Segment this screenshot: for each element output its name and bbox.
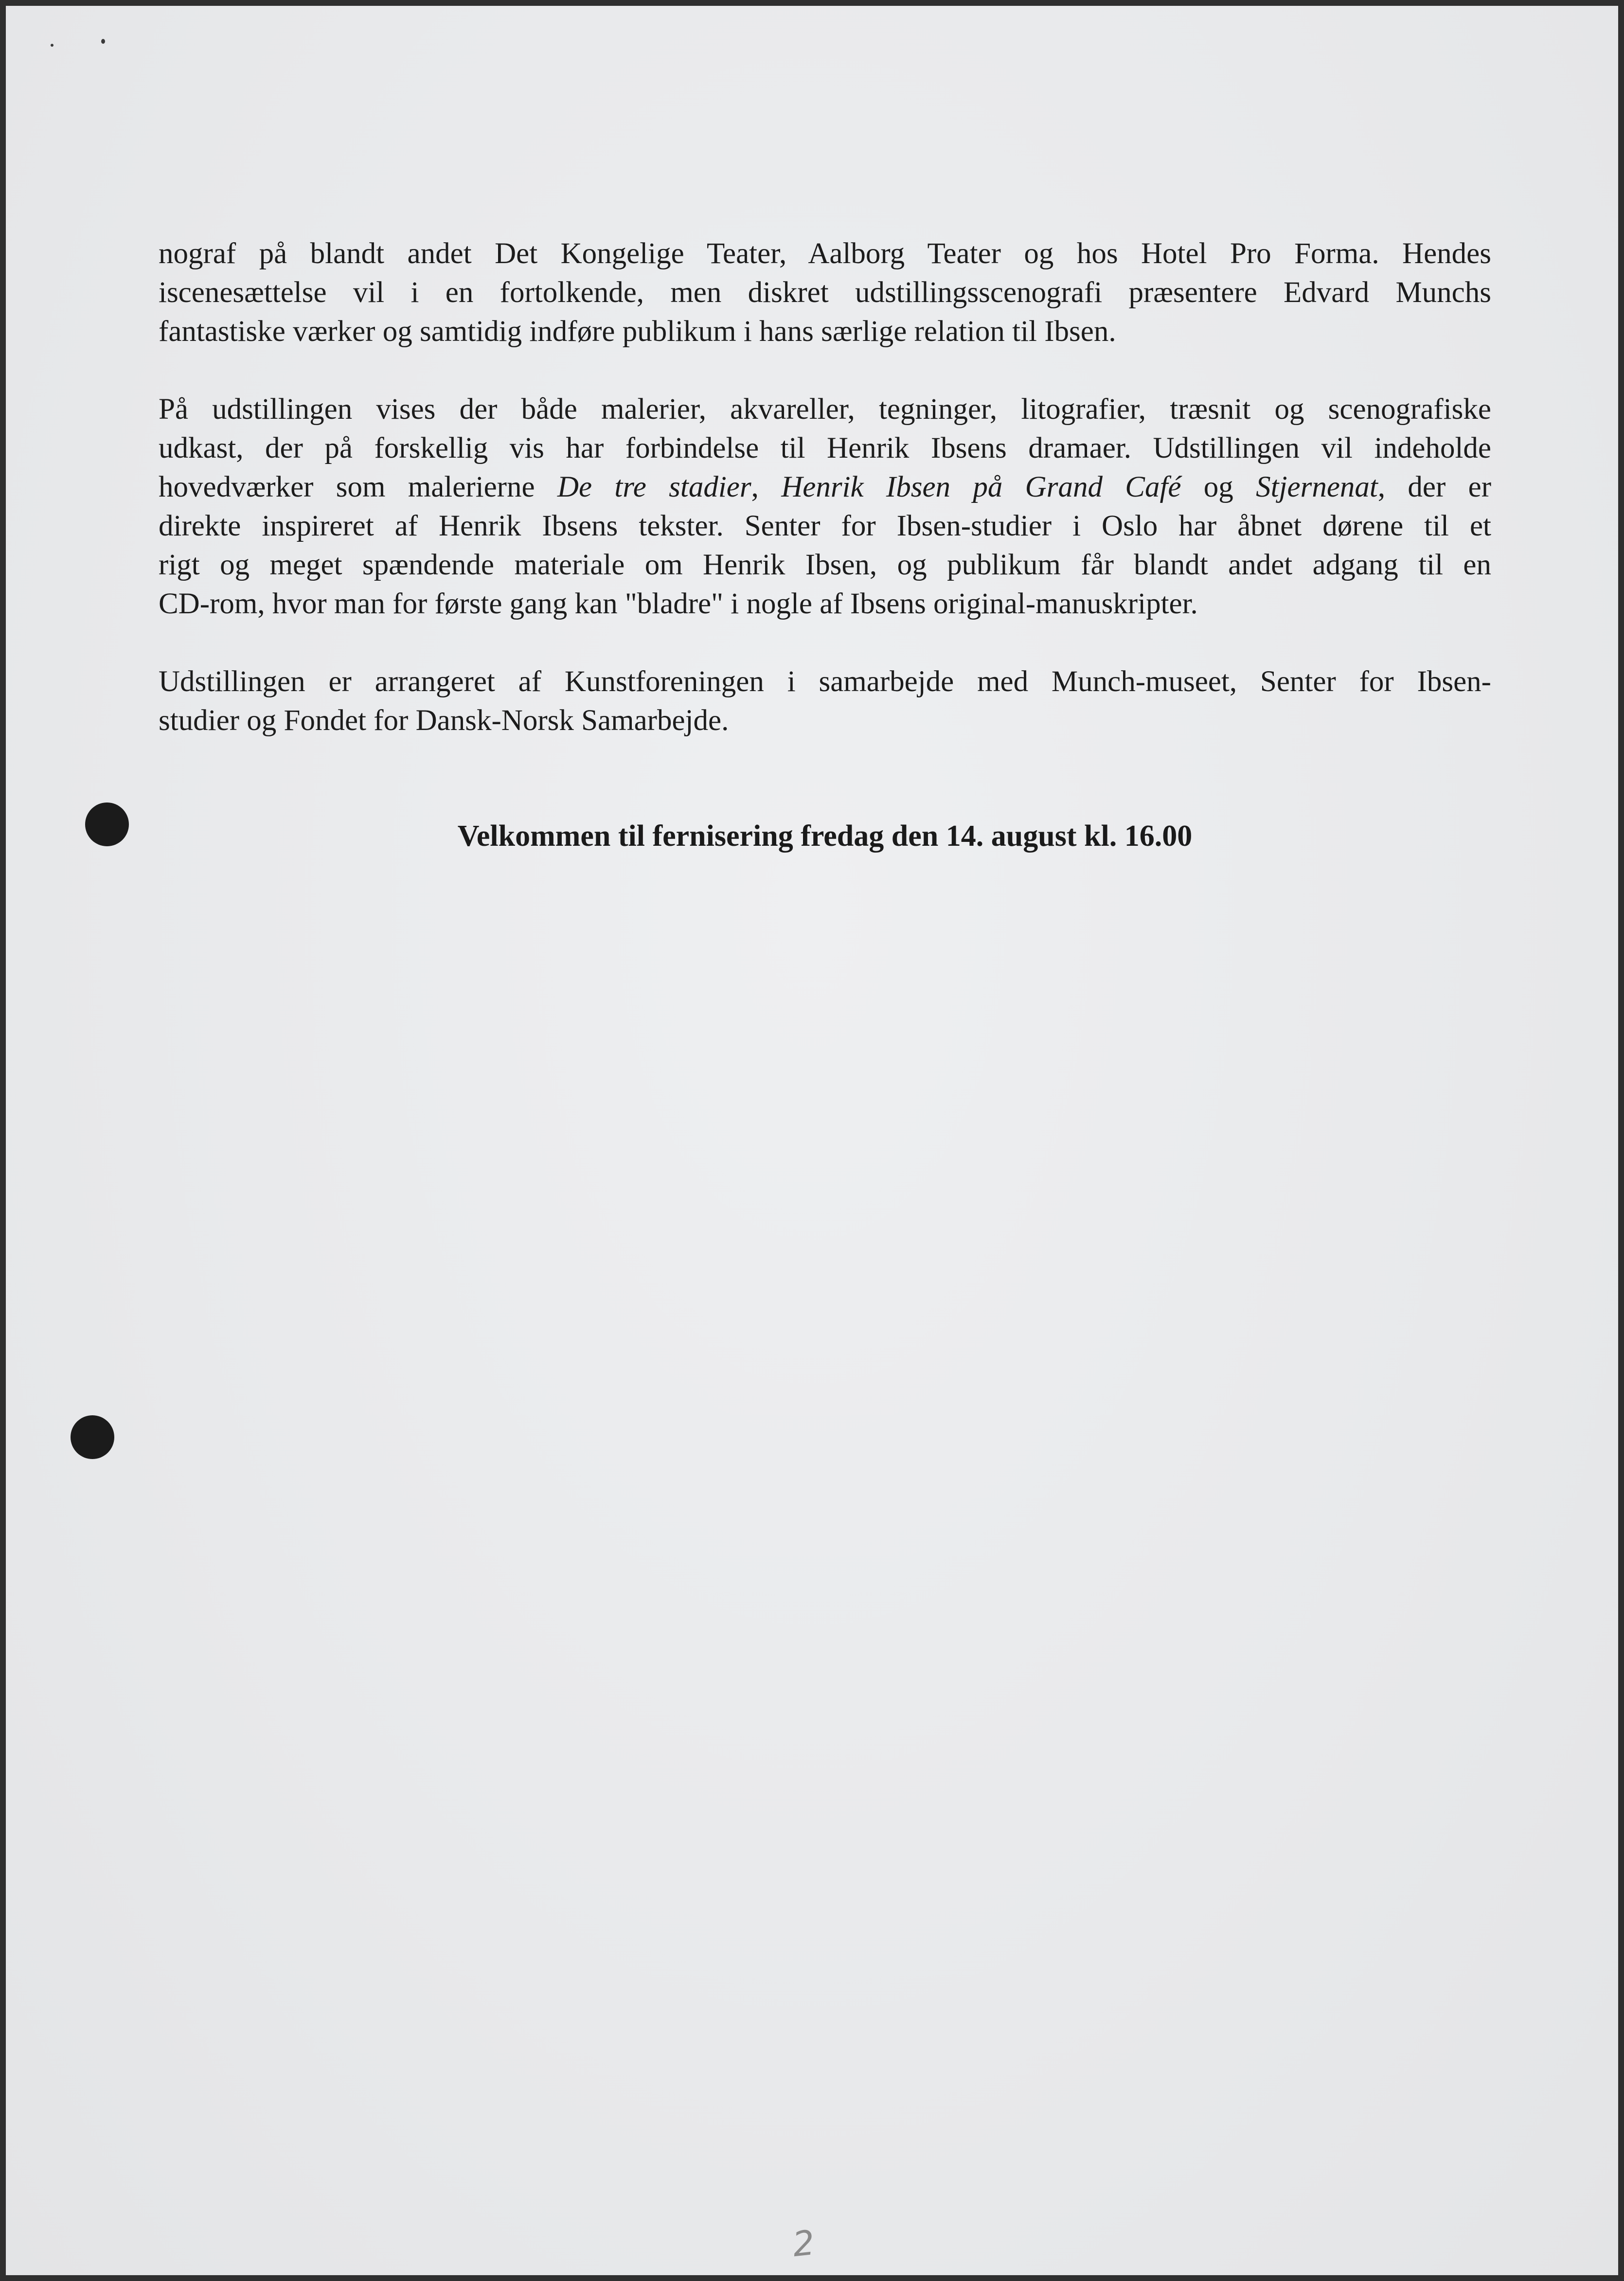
text-fragment: , der er [1377,471,1492,503]
punch-hole [85,802,129,846]
text-line: rigt og meget spændende materiale om Henrik Ibsen, og publikum får blandt andet adgang til en [159,549,1491,581]
paragraph-1 [159,234,1491,351]
text-fragment: , [751,471,782,503]
text-line-with-titles [159,468,1491,507]
invitation-heading: Velkommen til fernisering fredag den 14. august kl. 16.00 [457,820,1193,853]
handwritten-page-number: 2 [790,2222,817,2265]
paper-speck [51,44,54,47]
text-line: iscenesættelse vil i en fortolkende, men diskret udstillingsscenografi præsentere Edvard Munchs [159,276,1491,309]
body-text [159,234,1491,779]
text-line: studier og Fondet for Dansk-Norsk Samarbejde. [159,704,729,737]
text-line: Udstillingen er arrangeret af Kunstforeningen i samarbejde med Munch-museet, Senter for Ibsen- [159,665,1491,698]
text-line: På udstillingen vises der både malerier, akvareller, tegninger, litografier, træsnit og scenografiske [159,393,1491,426]
text-fragment: hovedværker som malerierne [159,471,557,503]
paragraph-2 [159,390,1491,624]
text-line: nograf på blandt andet Det Kongelige Teater, Aalborg Teater og hos Hotel Pro Forma. Hendes [159,237,1491,270]
paragraph-3 [159,662,1491,740]
text-fragment: og [1181,471,1256,503]
text-line: direkte inspireret af Henrik Ibsens tekster. Senter for Ibsen-studier i Oslo har åbnet dørene til et [159,510,1491,542]
artwork-title: De tre stadier [557,471,751,503]
text-line: fantastiske værker og samtidig indføre publikum i hans særlige relation til Ibsen. [159,315,1116,348]
punch-hole [71,1415,114,1459]
text-line: udkast, der på forskellig vis har forbindelse til Henrik Ibsens dramaer. Udstillingen vil indeholde [159,432,1491,464]
text-line: CD-rom, hvor man for første gang kan "bladre" i nogle af Ibsens original-manuskripter. [159,588,1198,620]
paper-speck [101,39,105,44]
artwork-title: Henrik Ibsen på Grand Café [781,471,1181,503]
document-page [6,6,1618,2275]
artwork-title: Stjernenat [1256,471,1378,503]
